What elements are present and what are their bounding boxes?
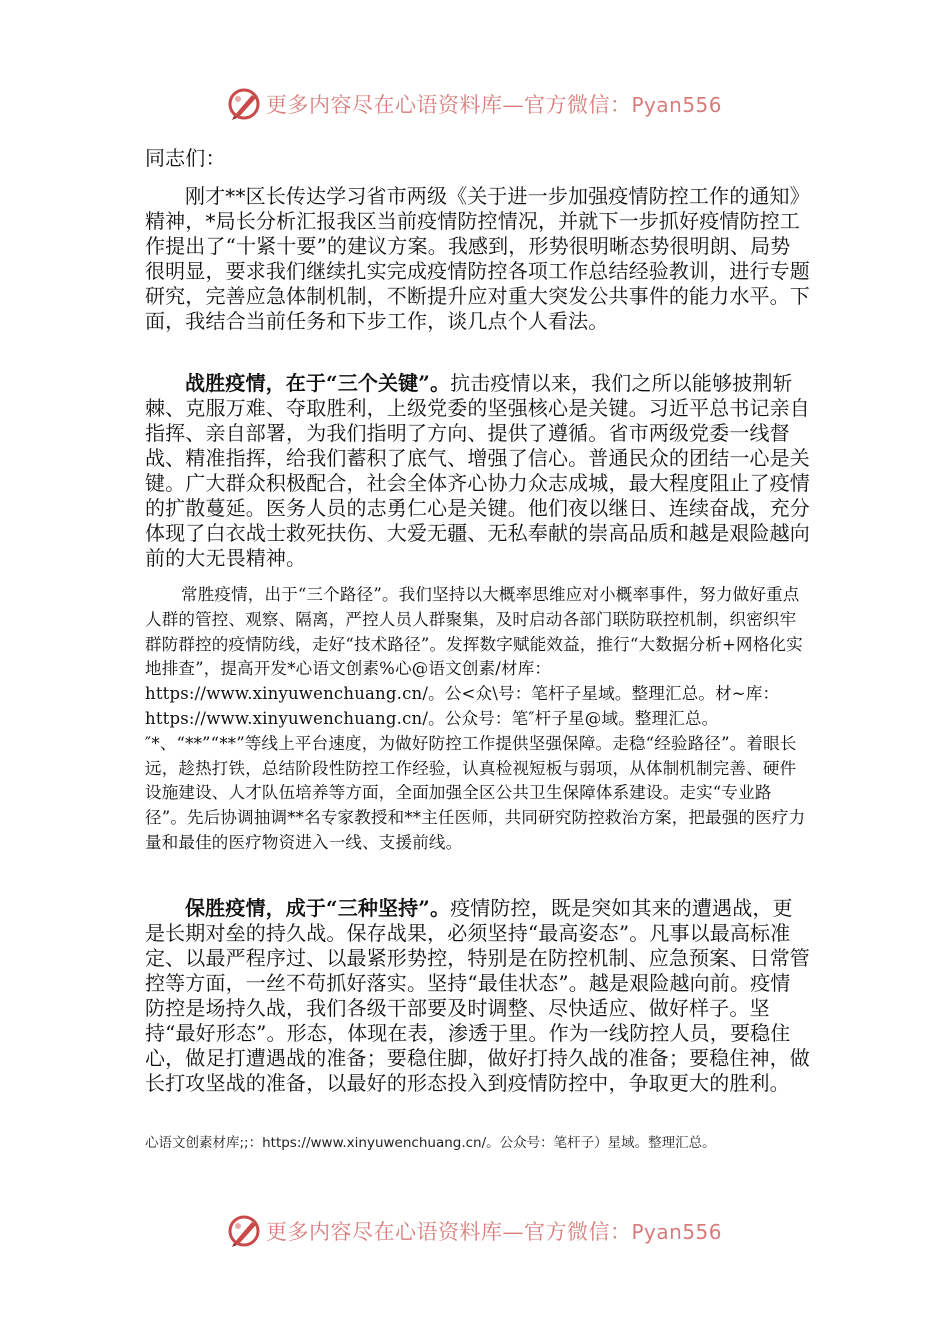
watermark-text: 更多内容尽在心语资料库—官方微信： xyxy=(266,1220,632,1244)
watermark-banner-top xyxy=(0,84,950,124)
footer-note: 心语文创素材库;;：https://www.xinyuwenchuang.cn/。公众号：笔杆子）星域。整理汇总。 xyxy=(145,1135,716,1151)
watermark-text: 更多内容尽在心语资料库—官方微信： xyxy=(266,93,632,117)
salutation: 同志们： xyxy=(145,146,226,170)
watermark-banner-bottom xyxy=(0,1211,950,1251)
heading-three-keys: 战胜疫情，在于“三个关键”。 xyxy=(185,371,451,395)
paragraph-three-paths: 常胜疫情，出于“三个路径”。我们坚持以大概率思维应对小概率事件，努力做好重点人群的管控、观察、隔离，严控人员人群聚集，及时启动各部门联防联控机制，织密织牢群防群控的疫情防线，走好“技术路径”。发挥数字赋能效益，推行“大数据分析+网格化实地排查”，提高开发*心语文创素%心@语文创素/材库：https://www.xinyuwenchuang.cn/。公<众\号：笔杆子星域。整理汇总。材~库：https://www.xinyuwenchuang.cn/。公众号：笔″杆子星@域。整理汇总。″*、“**”“**”等线上平台速度，为做好防控工作提供坚强保障。走稳“经验路径”。着眼长远，趁热打铁，总结阶段性防控工作经验，认真检视短板与弱项，从体制机制完善、硬件设施建设、人才队伍培养等方面，全面加强全区公共卫生保障体系建设。走实“专业路径”。先后协调抽调**名专家教授和**主任医师，共同研究防控救治方案，把最强的医疗力量和最佳的医疗物资进入一线、支援前线。 xyxy=(145,585,806,852)
heading-three-persist: 保胜疫情，成于“三种坚持”。 xyxy=(185,896,451,920)
body-three-keys: 抗击疫情以来，我们之所以能够披荆斩棘、克服万难、夺取胜利，上级党委的坚强核心是关键。习近平总书记亲自指挥、亲自部署，为我们指明了方向、提供了遵循。省市两级党委一线督战、精准指挥，给我们蓄积了底气、增强了信心。普通民众的团结一心是关键。广大群众积极配合，社会全体齐心协力众志成城，最大程度阻止了疫情的扩散蔓延。医务人员的志勇仁心是关键。他们夜以继日、连续奋战，充分体现了白衣战士救死扶伤、大爱无疆、无私奉献的崇高品质和越是艰险越向前的大无畏精神。 xyxy=(145,371,810,570)
paragraph-three-keys xyxy=(145,371,810,571)
body-three-persist: 疫情防控，既是突如其来的遭遇战，更是长期对垒的持久战。保存战果，必须坚持“最高姿态”。凡事以最高标准定、以最严程序过、以最紧形势控，特别是在防控机制、应急预案、日常管控等方面，一丝不苟抓好落实。坚持“最佳状态”。越是艰险越向前。疫情防控是场持久战，我们各级干部要及时调整、尽快适应、做好样子。坚持“最好形态”。形态，体现在表，渗透于里。作为一线防控人员，要稳住心，做足打遭遇战的准备；要稳住脚，做好打持久战的准备；要稳住神，做长打攻坚战的准备，以最好的形态投入到疫情防控中，争取更大的胜利。 xyxy=(145,896,810,1095)
paragraph-intro: 刚才**区长传达学习省市两级《关于进一步加强疫情防控工作的通知》精神，*局长分析汇报我区当前疫情防控情况，并就下一步抓好疫情防控工作提出了“十紧十要”的建议方案。我感到，形势很明晰态势很明朗、局势很明显，要求我们继续扎实完成疫情防控各项工作总结经验教训，进行专题研究，完善应急体制机制，不断提升应对重大突发公共事件的能力水平。下面，我结合当前任务和下步工作，谈几点个人看法。 xyxy=(145,184,810,333)
pen-logo-icon xyxy=(226,86,262,122)
watermark-handle: Pyan556 xyxy=(631,93,723,117)
watermark-handle: Pyan556 xyxy=(631,1220,723,1244)
paragraph-three-persist xyxy=(145,896,810,1096)
pen-logo-icon xyxy=(226,1213,262,1249)
